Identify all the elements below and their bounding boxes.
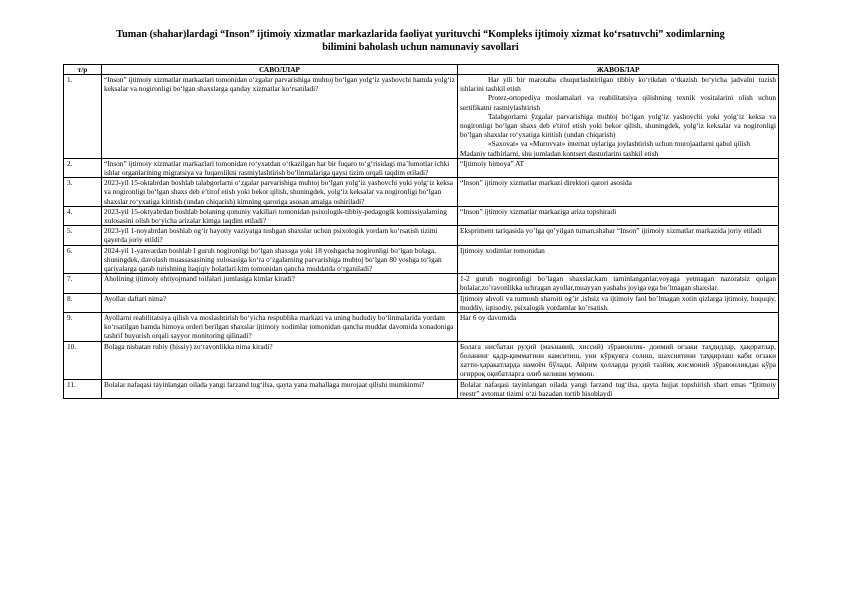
answer-cell bbox=[458, 341, 779, 379]
question-cell: Ayollar daftari nima? bbox=[102, 293, 458, 312]
question-cell: 2024-yil 1-yanvardan boshlab I guruh nogironligi bo‘lgan shaxsga yoki 18 yoshgacha nogironligi bo‘lgan bolaga, shuningdek, davolash muassasasining xulosasiga ko‘ra o‘zgalarning parvarishiga muhtoj bo‘lgan 80 yoshga to‘lgan qariyalarga qarab turishning haqiqiy holatlari kim tomonidan qancha muddatda o‘rganiladi? bbox=[102, 245, 458, 274]
answer-cell bbox=[458, 313, 779, 342]
answer-paragraph: Protez-ortopediya moslamalari va reabilitatsiya qilishning texnik vositalarini olish uchun sertifikatni rasmiylashtirish bbox=[460, 93, 776, 112]
title-line-1: Tuman (shahar)lardagi “Inson” ijtimoiy xizmatlar markazlarida faoliyat yurituvchi “Kompleks ijtimoiy xizmat ko‘rsatuvchi” xodimlarning bbox=[116, 29, 725, 40]
answer-paragraph: “Inson” ijtimoiy xizmatlar markazi direktori qarori asosida bbox=[460, 178, 632, 188]
answer-paragraph: “Ijtimoiy himoya” AT bbox=[460, 158, 525, 168]
answer-paragraph: Talabgorlarni ўzgalar parvarishiga muhtoj bo‘lgan yolg‘iz yashovchi yoki yolg‘iz keksa va nogironligi bo‘lgan shaxs deb e'tirof etish yoki bekor qilish, shuningdek, yolg‘iz keksalar va nogironligi bo‘lgan shaxslar ro‘yxatiga kiritish (undan chiqarish) bbox=[460, 111, 776, 140]
row-number: 7. bbox=[64, 274, 102, 293]
table-row bbox=[64, 341, 779, 379]
header-num: т/р bbox=[64, 65, 102, 75]
question-cell: 2023-yil 1-noyabrdan boshlab og‘ir hayotiy vaziyatga tushgan shaxslar uchun psixologik yordam ko‘rsatish tizimi qayerda joriy etildi? bbox=[102, 226, 458, 245]
answer-cell bbox=[458, 75, 779, 159]
row-number: 1. bbox=[64, 75, 102, 159]
table-row bbox=[64, 379, 779, 398]
answer-paragraph: Bolalar nafaqasi tayinlangan oilada yangi farzand tug‘ilsa, qayta hujjat topshirish shart emas “Ijtimoiy reestr” avtomat tizimi o‘zi bazadan tortib hisoblaydi bbox=[460, 379, 776, 398]
question-cell: “Inson” ijtimoiy xizmatlar markazlari tomonidan o‘zgalar parvarishiga muhtoj bo‘lgan yolg‘iz yashovchi hamda yolg‘iz keksalar va nogironligi bo‘lgan shaxslarga qanday xizmatlar ko‘rsatiladi? bbox=[102, 75, 458, 159]
answer-cell bbox=[458, 245, 779, 274]
question-cell: 2023-yil 15-oktabrdan boshlab talabgorlarni o‘zgalar parvarishiga muhtoj bo‘lgan yolg‘iz yashovchi yoki yolg‘iz keksa va nogironligi bo‘lgan shaxs deb e’tirof etish yoki bekor qilish, shuningdek, yolg‘iz keksalar va nogironligi bo‘lgan shaxslar ro‘yxatiga kiritish (undan chiqarish) kimning qaroriga asosan amalga oshiriladi? bbox=[102, 178, 458, 207]
answer-cell bbox=[458, 206, 779, 225]
answer-cell bbox=[458, 293, 779, 312]
answer-cell bbox=[458, 178, 779, 207]
row-number: 11. bbox=[64, 379, 102, 398]
answer-cell bbox=[458, 274, 779, 293]
answer-paragraph: Har 6 oy davomida bbox=[460, 313, 517, 323]
answer-paragraph: Ijtimoiy ahvoli va turmush sharoiti og’ir ,ishsiz va ijtimoiy faol bo’lmagan xotin qizlarga ijtimoiy, huquqiy, moddiy, iqtisodiy, psixalogik yordamlar ko’rsatish. bbox=[460, 293, 776, 312]
table-row bbox=[64, 178, 779, 207]
header-answers: ЖАВОБЛАР bbox=[458, 65, 779, 75]
table-row bbox=[64, 313, 779, 342]
row-number: 4. bbox=[64, 206, 102, 225]
row-number: 10. bbox=[64, 341, 102, 379]
answer-paragraph: «Saxovat» va «Muruvvat» internat uylariga joylashtirish uchun murojaatlarni qabul qilish bbox=[488, 139, 751, 149]
row-number: 3. bbox=[64, 178, 102, 207]
table-row bbox=[64, 226, 779, 245]
header-questions: САВОЛЛАР bbox=[102, 65, 458, 75]
table-row bbox=[64, 75, 779, 159]
answer-paragraph: Ekspriment tariqasida yo’lga qo’yilgan tuman,shahar “Inson” ijtimoiy xizmatlar markazida joriy etiladi bbox=[460, 226, 762, 236]
table-row bbox=[64, 206, 779, 225]
title-line-2: bilimini baholash uchun namunaviy savollari bbox=[322, 42, 519, 53]
table-row bbox=[64, 245, 779, 274]
table-row bbox=[64, 274, 779, 293]
table-header-row bbox=[64, 65, 779, 75]
row-number: 2. bbox=[64, 158, 102, 177]
answer-paragraph: 1-2 guruh nogironligi bo’lagan shaxslar,kam taminlanganlar,voyaga yetmagan nazoratsiz qolgan bolalar,zo’ravonlikka uchragan ayollar,muayyan yashahs joyiga ega bo’lmagan shaxslar. bbox=[460, 274, 776, 293]
question-cell: Aholining ijtimoiy ehtiyojmand toifalari jumlasiga kimlar kiradi? bbox=[102, 274, 458, 293]
answer-paragraph: Ijtimoiy xodimlar tomonidan bbox=[460, 245, 545, 255]
document-title bbox=[63, 28, 778, 54]
answer-paragraph: “Inson” ijtimoiy xizmatlar markaziga ariza topshiradi bbox=[460, 206, 617, 216]
answer-cell bbox=[458, 158, 779, 177]
table-row bbox=[64, 158, 779, 177]
answer-paragraph: Har yili bir marotaba chuqurlashtirilgan tibbiy ko‘rikdan o‘tkazish bo‘yicha jadvalni tuzish ishlarini tashkil etish bbox=[460, 75, 776, 94]
answer-cell bbox=[458, 379, 779, 398]
questions-table bbox=[63, 64, 779, 399]
question-cell: Bolaga nisbatan ruhiy (hissiy) zo‘ravonlikka nima kiradi? bbox=[102, 341, 458, 379]
row-number: 9. bbox=[64, 313, 102, 342]
question-cell: “Inson” ijtimoiy xizmatlar markazlari tomonidan ro‘yxatdan o‘tkazilgan har bir fuqaro to‘g‘risidagi ma’lumotlar ichki ishlar organlarining migratsiya va fuqarolikni rasmiylashtirish bo‘linmalariga qaysi tizim orqali taqdim etiladi? bbox=[102, 158, 458, 177]
table-row bbox=[64, 293, 779, 312]
answer-paragraph: Madaniy tadbirlarni, shu jumladan kontsert dasturlarini tashkil etish bbox=[460, 148, 659, 158]
row-number: 5. bbox=[64, 226, 102, 245]
question-cell: 2023-yil 15-oktyabrdan boshlab bolaning qonuniy vakillari tomonidan psixologik-tibbiy-pedagogik komissiyalarning xulosasini olish bo‘yicha arizalar kimga taqdim etiladi? bbox=[102, 206, 458, 225]
question-cell: Ayollarni reabilitatsiya qilish va moslashtirish bo‘yicha respublika markazi va uning hududiy bo‘linmalarida yordam ko‘rsatilgan hamda himoya orderi berilgan shaxslar ijtimoiy xodimlar tomonidan qancha muddat davomida xonadoniga tashrif buyurish orqali sayyor monitoring qilinadi? bbox=[102, 313, 458, 342]
question-cell: Bolalar nafaqasi tayinlangan oilada yangi farzand tug‘ilsa, qayta yana mahallaga murojaat qilishi mumkinmi? bbox=[102, 379, 458, 398]
answer-cell bbox=[458, 226, 779, 245]
table-body bbox=[64, 75, 779, 399]
row-number: 8. bbox=[64, 293, 102, 312]
row-number: 6. bbox=[64, 245, 102, 274]
answer-paragraph: Болага нисбатан руҳий (маънавий, хиссий) зўравонлик- доимий оғзаки таҳдидлар, ҳақоратлар, боланинг қадр-қимматини камситиш, уни кўрқувга солиш, шахсиятини таҳқирлаш каби оғзаки хатти-ҳаракатларда намоён бўлади. Айрим ҳолларда руҳий тазйиқ жисмоний зўравонликдан кўра оғирроқ оқибатларга олиб келиши мумкин. bbox=[460, 341, 776, 379]
